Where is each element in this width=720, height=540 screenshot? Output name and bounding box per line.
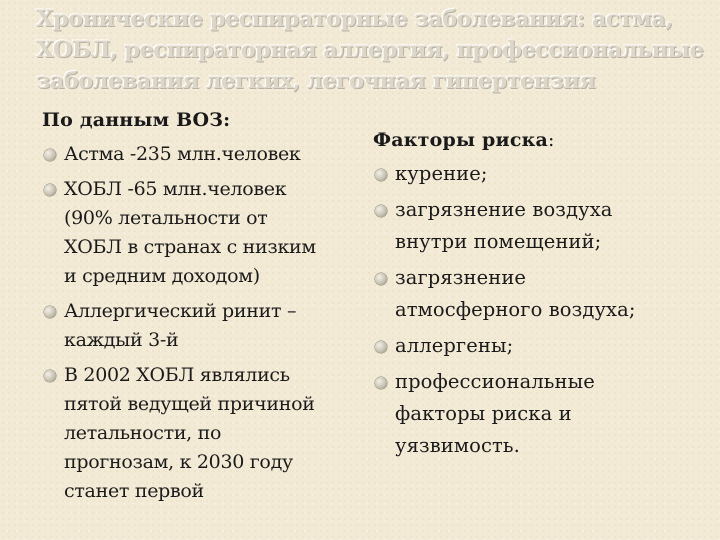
bullet-icon [375,169,387,181]
list-item [373,330,708,362]
who-data-heading: По данным ВОЗ: [42,109,231,131]
list-item [42,140,362,169]
list-item-line: уязвимость. [395,434,520,457]
bullet-icon [44,149,56,161]
risk-factors-list [373,158,708,462]
list-item-line: (90% летальности от [64,207,268,229]
risk-factors-heading-text: Факторы риска [373,129,549,151]
bullet-icon [44,306,56,318]
list-item-line: аллергены; [395,334,514,357]
list-item-line: профессиональные [395,370,595,393]
list-item [42,297,362,355]
list-item-line: пятой ведущей причиной [64,393,315,415]
list-item-line: ХОБЛ -65 млн.человек [64,178,287,200]
list-item [373,158,708,190]
list-item-line: летальности, по [64,422,222,444]
bullet-icon [375,377,387,389]
risk-factors-heading [373,126,708,154]
list-item [373,262,708,326]
list-item-line: факторы риска и [395,402,572,425]
list-item-line: прогнозам, к 2030 году [64,451,293,473]
list-item-line: Аллергический ринит – [64,300,297,322]
risk-factors-column [373,126,708,466]
list-item [42,175,362,291]
bullet-icon [375,273,387,285]
list-item-line: курение; [395,162,488,185]
bullet-icon [44,370,56,382]
list-item-line: и средним доходом) [64,265,260,287]
bullet-icon [375,341,387,353]
list-item-line: загрязнение воздуха [395,198,613,221]
list-item [373,194,708,258]
risk-factors-heading-colon: : [548,129,555,151]
list-item-line: атмосферного воздуха; [395,298,636,321]
list-item [42,361,362,506]
list-item [373,366,708,462]
bullet-icon [375,205,387,217]
list-item-line: загрязнение [395,266,527,289]
who-data-list [42,140,362,506]
bullet-icon [44,184,56,196]
list-item-line: Астма -235 млн.человек [64,143,301,165]
list-item-line: станет первой [64,480,204,502]
list-item-line: внутри помещений; [395,230,602,253]
who-data-column [42,106,362,512]
list-item-line: каждый 3-й [64,329,179,351]
list-item-line: В 2002 ХОБЛ являлись [64,364,290,386]
list-item-line: ХОБЛ в странах с низким [64,236,316,258]
slide-title: Хронические респираторные заболевания: астма, ХОБЛ, респираторная аллергия, профессиональные заболевания легких, легочная гипертензия [36,6,704,94]
